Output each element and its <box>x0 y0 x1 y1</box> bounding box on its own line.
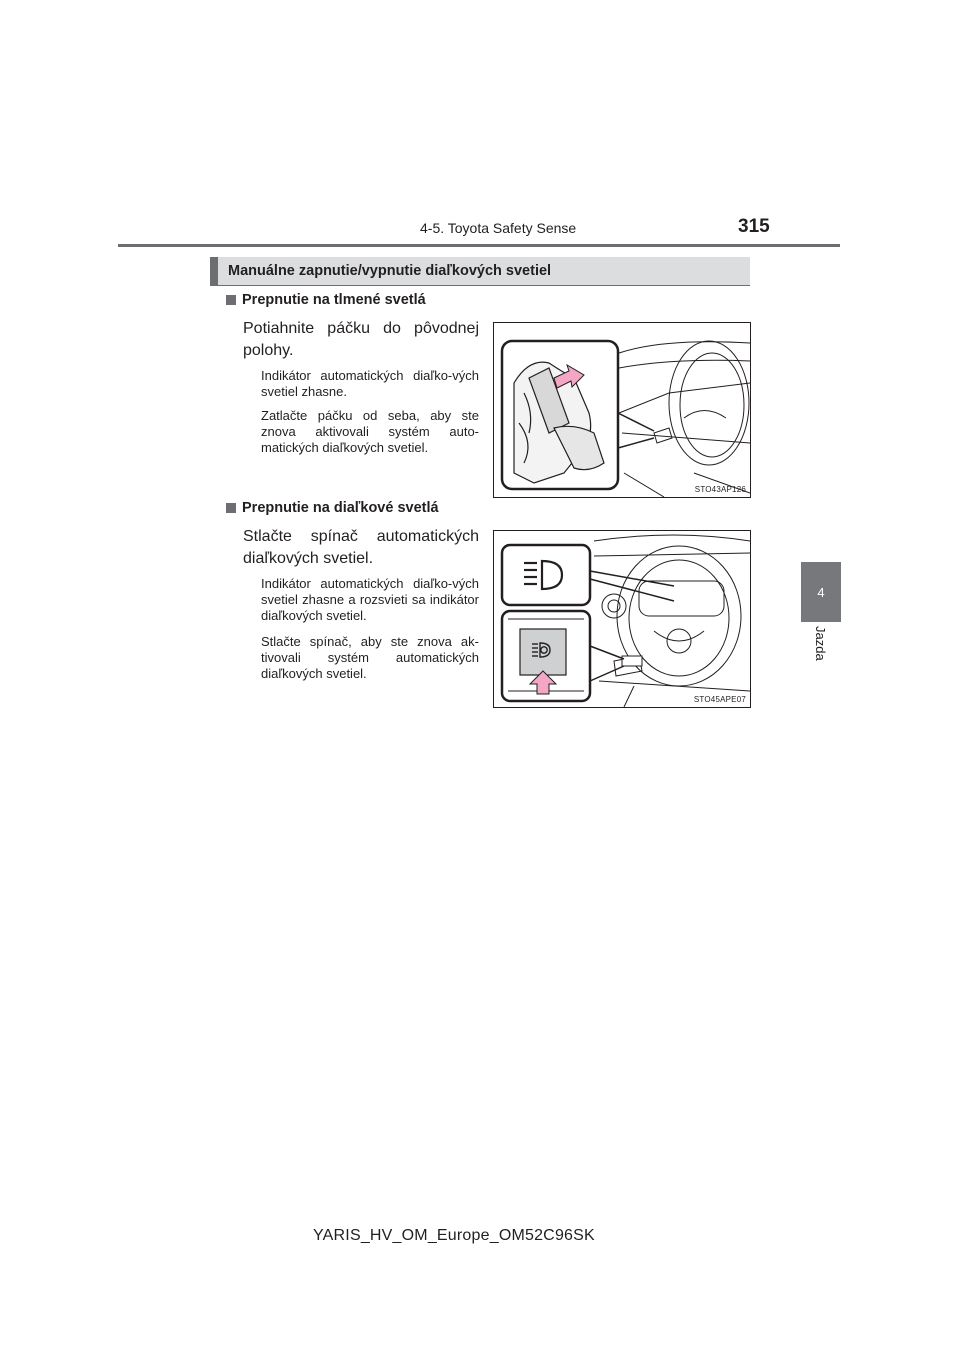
figure-switch-press <box>493 530 751 708</box>
note-high-beam-2: Stlačte spínač, aby ste znova ak-tivovali systém automatických diaľkových svetiel. <box>261 634 479 681</box>
chapter-tab-number: 4 <box>817 584 825 600</box>
section-heading: Manuálne zapnutie/vypnutie diaľkových svetiel <box>210 257 750 285</box>
chapter-tab-label: Jazda <box>813 626 828 661</box>
square-bullet-icon <box>226 503 236 513</box>
instruction-high-beam: Stlačte spínač automatických diaľkových svetiel. <box>243 528 479 567</box>
lever-illustration <box>494 323 750 497</box>
figure-lever-pull <box>493 322 751 498</box>
instruction-low-beam: Potiahnite páčku do pôvodnej polohy. <box>243 320 479 359</box>
footer-document-code: YARIS_HV_OM_Europe_OM52C96SK <box>313 1227 595 1244</box>
figure-code: STO43AP126 <box>694 485 746 494</box>
section-heading-rule <box>210 285 750 286</box>
auto-high-beam-switch <box>520 629 566 675</box>
chapter-tab <box>801 562 841 622</box>
note-low-beam-2: Zatlačte páčku od seba, aby ste znova aktivovali systém auto-matických diaľkových svetiel. <box>261 408 479 455</box>
square-bullet-icon <box>226 295 236 305</box>
header-divider <box>118 244 840 247</box>
note-low-beam-1: Indikátor automatických diaľko-vých svetiel zhasne. <box>261 368 479 399</box>
subheading-high-beam: Prepnutie na diaľkové svetlá <box>226 500 439 516</box>
subheading-low-beam: Prepnutie na tlmené svetlá <box>226 292 426 308</box>
figure-code: STO45APE07 <box>693 695 746 704</box>
note-high-beam-1: Indikátor automatických diaľko-vých svetiel zhasne a rozsvieti sa indikátor diaľkových svetiel. <box>261 576 479 623</box>
page-number: 315 <box>738 216 770 237</box>
switch-illustration <box>494 531 750 707</box>
header-section-title: 4-5. Toyota Safety Sense <box>420 220 577 236</box>
